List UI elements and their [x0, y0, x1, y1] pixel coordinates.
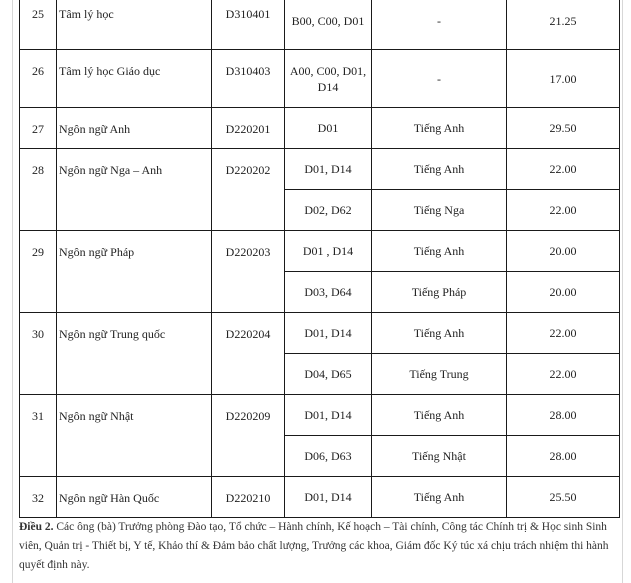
major-name: Ngôn ngữ Nhật [57, 395, 212, 477]
cutoff-score: 22.00 [507, 313, 620, 354]
row-number: 27 [20, 108, 57, 149]
foreign-language: Tiếng Anh [372, 149, 507, 190]
subject-combination: D01, D14 [285, 395, 372, 436]
subject-combination: D03, D64 [285, 272, 372, 313]
major-name: Ngôn ngữ Hàn Quốc [57, 477, 212, 518]
cutoff-score: 28.00 [507, 436, 620, 477]
table-row [20, 395, 620, 436]
subject-combination: D01 , D14 [285, 231, 372, 272]
subject-combination: D01 [285, 108, 372, 149]
subject-combination: D06, D63 [285, 436, 372, 477]
major-name: Ngôn ngữ Nga – Anh [57, 149, 212, 231]
subject-combination: A00, C00, D01, D14 [285, 50, 372, 108]
subject-combination: D01, D14 [285, 477, 372, 518]
row-number: 28 [20, 149, 57, 231]
major-code: D310403 [212, 50, 285, 108]
major-code: D220203 [212, 231, 285, 313]
table-row [20, 108, 620, 149]
subject-combination: D01, D14 [285, 149, 372, 190]
major-code: D220204 [212, 313, 285, 395]
foreign-language: Tiếng Nhật [372, 436, 507, 477]
note-label: Điều 2. [19, 521, 54, 533]
major-name: Tâm lý học Giáo dục [57, 50, 212, 108]
admission-scores-table [19, 0, 620, 518]
article-2-note [19, 518, 611, 575]
table-row [20, 231, 620, 272]
table-body [20, 0, 620, 518]
table-row [20, 0, 620, 50]
row-number: 31 [20, 395, 57, 477]
major-name: Ngôn ngữ Anh [57, 108, 212, 149]
major-code: D220209 [212, 395, 285, 477]
cutoff-score: 22.00 [507, 149, 620, 190]
row-number: 29 [20, 231, 57, 313]
cutoff-score: 28.00 [507, 395, 620, 436]
foreign-language: Tiếng Pháp [372, 272, 507, 313]
note-text: Các ông (bà) Trưởng phòng Đào tạo, Tổ chức – Hành chính, Kế hoạch – Tài chính, Công tác Chính trị & Học sinh Sinh viên, Quản trị - Thiết bị, Y tế, Khảo thí & Đảm bảo chất lượng, Trưởng các khoa, Giám đốc Ký túc xá chịu trách nhiệm thi hành quyết định này. [19, 521, 609, 571]
table-row [20, 313, 620, 354]
row-number: 30 [20, 313, 57, 395]
cutoff-score: 17.00 [507, 50, 620, 108]
row-number: 25 [20, 0, 57, 50]
subject-combination: D04, D65 [285, 354, 372, 395]
major-code: D220201 [212, 108, 285, 149]
cutoff-score: 20.00 [507, 231, 620, 272]
table-row [20, 50, 620, 108]
cutoff-score: 22.00 [507, 190, 620, 231]
foreign-language: Tiếng Anh [372, 313, 507, 354]
cutoff-score: 29.50 [507, 108, 620, 149]
major-name: Tâm lý học [57, 0, 212, 50]
foreign-language: Tiếng Anh [372, 108, 507, 149]
major-name: Ngôn ngữ Pháp [57, 231, 212, 313]
major-code: D220202 [212, 149, 285, 231]
foreign-language: - [372, 0, 507, 50]
subject-combination: B00, C00, D01 [285, 0, 372, 50]
subject-combination: D01, D14 [285, 313, 372, 354]
cutoff-score: 22.00 [507, 354, 620, 395]
foreign-language: Tiếng Anh [372, 395, 507, 436]
foreign-language: Tiếng Anh [372, 231, 507, 272]
major-code: D310401 [212, 0, 285, 50]
cutoff-score: 20.00 [507, 272, 620, 313]
major-name: Ngôn ngữ Trung quốc [57, 313, 212, 395]
cutoff-score: 21.25 [507, 0, 620, 50]
major-code: D220210 [212, 477, 285, 518]
subject-combination: D02, D62 [285, 190, 372, 231]
table-row [20, 149, 620, 190]
foreign-language: Tiếng Trung [372, 354, 507, 395]
foreign-language: Tiếng Anh [372, 477, 507, 518]
row-number: 32 [20, 477, 57, 518]
row-number: 26 [20, 50, 57, 108]
table-row [20, 477, 620, 518]
foreign-language: - [372, 50, 507, 108]
cutoff-score: 25.50 [507, 477, 620, 518]
foreign-language: Tiếng Nga [372, 190, 507, 231]
